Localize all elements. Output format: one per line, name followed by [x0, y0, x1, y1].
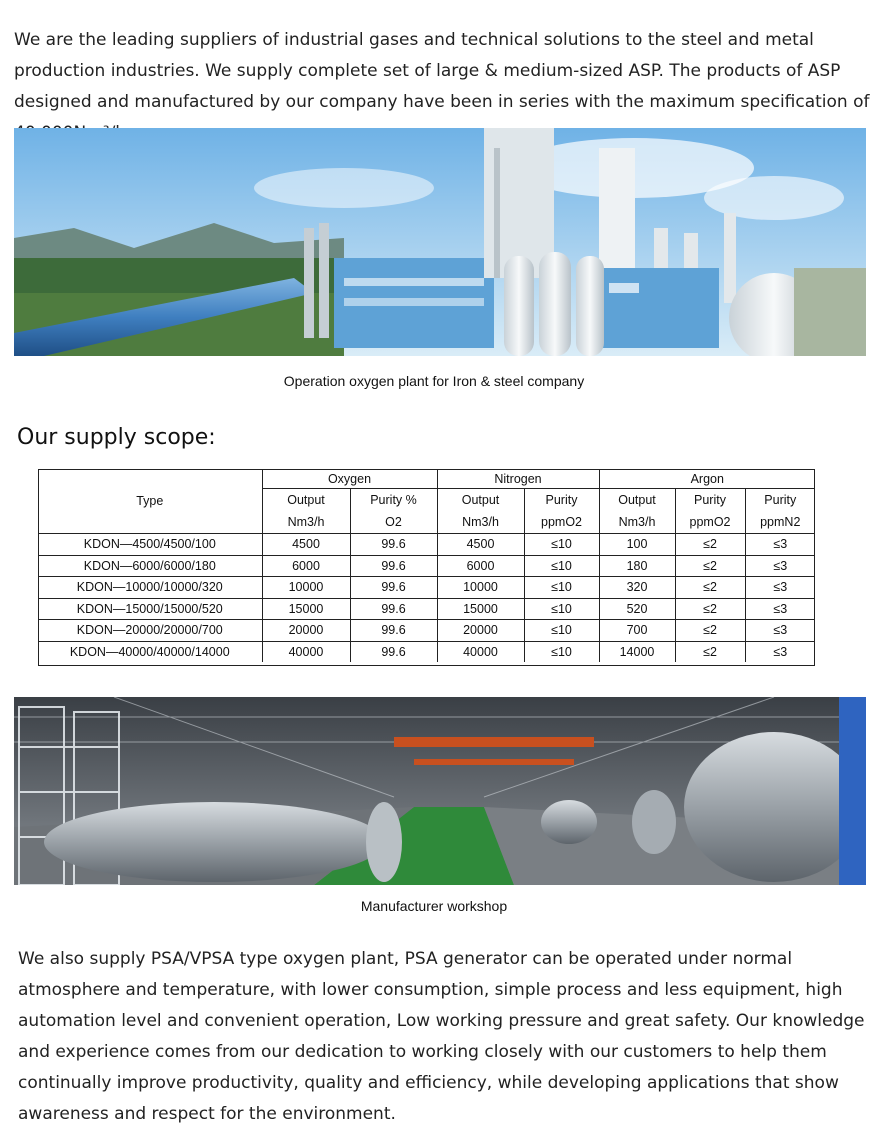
- manufacturer-workshop-photo: [14, 697, 866, 885]
- cell: 99.6: [350, 534, 437, 556]
- cell: 40000: [437, 641, 524, 662]
- model-cell: KDON—15000/15000/520: [38, 598, 262, 620]
- ar-purity-o2-header: Purity: [675, 489, 745, 512]
- ar-output-unit: Nm3/h: [599, 511, 675, 534]
- cell: 320: [599, 577, 675, 599]
- table-row: [38, 620, 815, 642]
- cell: 20000: [437, 620, 524, 642]
- cell: 10000: [262, 577, 350, 599]
- cell: ≤3: [745, 534, 815, 556]
- table-row: [38, 534, 815, 556]
- cell: 99.6: [350, 577, 437, 599]
- workshop-photo-caption: Manufacturer workshop: [360, 898, 508, 914]
- cell: 15000: [262, 598, 350, 620]
- o2-output-unit: Nm3/h: [262, 511, 350, 534]
- n2-purity-header: Purity: [524, 489, 599, 512]
- cell: 4500: [437, 534, 524, 556]
- model-cell: KDON—40000/40000/14000: [38, 641, 262, 662]
- nitrogen-group-header: Nitrogen: [437, 469, 599, 489]
- cell: ≤10: [524, 598, 599, 620]
- n2-purity-unit: ppmO2: [524, 511, 599, 534]
- o2-purity-unit: O2: [350, 511, 437, 534]
- cell: 99.6: [350, 620, 437, 642]
- cell: ≤10: [524, 641, 599, 662]
- model-cell: KDON—4500/4500/100: [38, 534, 262, 556]
- cell: ≤2: [675, 555, 745, 577]
- plant-photo-caption: Operation oxygen plant for Iron & steel company: [283, 373, 585, 389]
- closing-paragraph: We also supply PSA/VPSA type oxygen plant, PSA generator can be operated under normal atmosphere and temperature, with lower consumption, simple process and less equipment, high automation level and convenient operation, Low working pressure and great safety. Our knowledge and experience comes from our dedication to working closely with our customers to help them continually improve productivity, quality and efficiency, while developing applications that show awareness and respect for the environment.: [18, 949, 865, 1124]
- cell: 99.6: [350, 598, 437, 620]
- table-row: [38, 641, 815, 662]
- model-cell: KDON—10000/10000/320: [38, 577, 262, 599]
- cell: ≤10: [524, 577, 599, 599]
- cell: 6000: [437, 555, 524, 577]
- model-cell: KDON—20000/20000/700: [38, 620, 262, 642]
- cell: 700: [599, 620, 675, 642]
- cell: ≤10: [524, 555, 599, 577]
- cell: ≤2: [675, 598, 745, 620]
- cell: 20000: [262, 620, 350, 642]
- cell: 180: [599, 555, 675, 577]
- cell: 100: [599, 534, 675, 556]
- n2-output-header: Output: [437, 489, 524, 512]
- cell: ≤3: [745, 577, 815, 599]
- cell: ≤2: [675, 577, 745, 599]
- cell: ≤10: [524, 620, 599, 642]
- cell: 10000: [437, 577, 524, 599]
- table-row: [38, 577, 815, 599]
- cell: ≤2: [675, 620, 745, 642]
- cell: ≤2: [675, 641, 745, 662]
- cell: 40000: [262, 641, 350, 662]
- ar-purity-n2-header: Purity: [745, 489, 815, 512]
- cell: 14000: [599, 641, 675, 662]
- n2-output-unit: Nm3/h: [437, 511, 524, 534]
- oxygen-group-header: Oxygen: [262, 469, 437, 489]
- cell: ≤3: [745, 641, 815, 662]
- ar-purity-o2-unit: ppmO2: [675, 511, 745, 534]
- table-row: [38, 555, 815, 577]
- cell: ≤3: [745, 620, 815, 642]
- cell: 99.6: [350, 555, 437, 577]
- supply-scope-heading: Our supply scope:: [17, 425, 216, 450]
- model-cell: KDON—6000/6000/180: [38, 555, 262, 577]
- ar-purity-n2-unit: ppmN2: [745, 511, 815, 534]
- intro-paragraph: We are the leading suppliers of industrial gases and technical solutions to the steel and metal production industries. We supply complete set of large & medium-sized ASP. The products of ASP designed and manufactured by our company have been in series with the maximum specification of: [14, 30, 870, 112]
- o2-purity-header: Purity %: [350, 489, 437, 512]
- cell: ≤10: [524, 534, 599, 556]
- table-row: [38, 598, 815, 620]
- cell: 4500: [262, 534, 350, 556]
- argon-group-header: Argon: [599, 469, 815, 489]
- type-header: Type: [136, 494, 164, 508]
- cell: ≤3: [745, 555, 815, 577]
- oxygen-plant-photo: [14, 128, 866, 356]
- ar-output-header: Output: [599, 489, 675, 512]
- supply-scope-table: [38, 469, 815, 662]
- cell: ≤2: [675, 534, 745, 556]
- cell: 6000: [262, 555, 350, 577]
- cell: 520: [599, 598, 675, 620]
- cell: ≤3: [745, 598, 815, 620]
- o2-output-header: Output: [262, 489, 350, 512]
- cell: 15000: [437, 598, 524, 620]
- cell: 99.6: [350, 641, 437, 662]
